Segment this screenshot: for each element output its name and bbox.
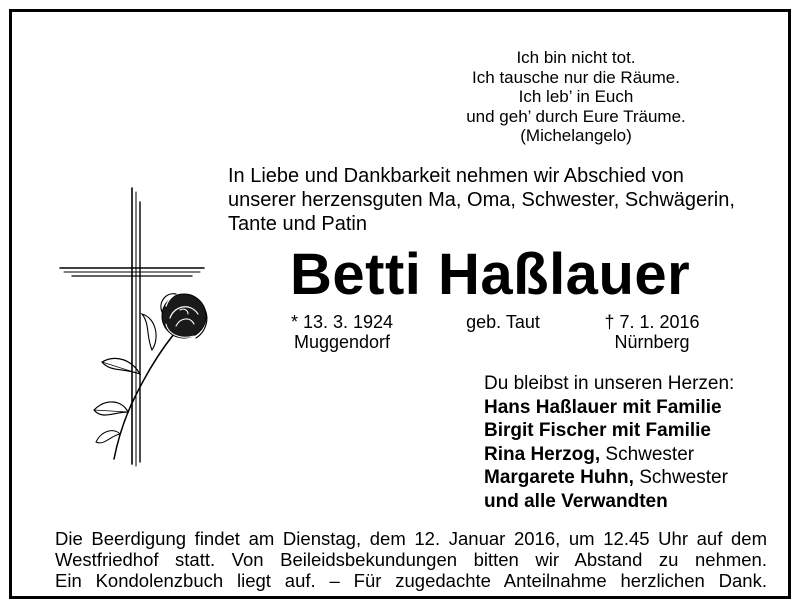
death-place: Nürnberg [614, 332, 690, 352]
footer-line: Die Beerdigung findet am Dienstag, dem 12. Januar 2016, um 12.45 Uhr auf dem [55, 528, 767, 549]
mourner-name: Margarete Huhn, [484, 467, 634, 488]
mourner-name: Hans Haßlauer mit Familie [484, 396, 722, 418]
mourner-name: Rina Herzog, [484, 443, 601, 465]
obituary-notice [9, 9, 791, 599]
birth-info [272, 312, 412, 352]
death-info [582, 312, 722, 352]
footer-line: Ein Kondolenzbuch liegt auf. – Für zugedachte Anteilnahme herzlichen Dank. [55, 570, 767, 591]
maiden-name-info [448, 312, 558, 332]
poem-author: (Michelangelo) [520, 126, 632, 145]
birth-place: Muggendorf [293, 332, 391, 352]
mourners-list [484, 372, 734, 513]
deceased-name: Betti Haßlauer [290, 242, 691, 307]
mourner-name: und alle Verwandten [484, 490, 668, 512]
mourner-entry [484, 443, 734, 467]
mourner-relation: Schwester [639, 467, 728, 488]
intro-line: In Liebe und Dankbarkeit nehmen wir Abschied von [228, 165, 684, 187]
maiden-name: geb. Taut [466, 312, 540, 332]
mourner-entry [484, 466, 734, 490]
mourner-entry [484, 419, 734, 443]
mourner-name: Birgit Fischer mit Familie [484, 420, 711, 441]
poem-line: Ich leb’ in Euch [518, 87, 634, 106]
poem-line: Ich bin nicht tot. [516, 48, 636, 67]
intro-line: Tante und Patin [228, 213, 367, 235]
poem-quote [416, 48, 736, 146]
birth-date: * 13. 3. 1924 [290, 312, 394, 332]
poem-line: und geh’ durch Eure Träume. [466, 106, 686, 126]
intro-line: unserer herzensguten Ma, Oma, Schwester, Schwägerin, [228, 189, 735, 211]
cross-with-rose-icon [54, 184, 224, 474]
mourner-entry [484, 396, 734, 420]
death-date: † 7. 1. 2016 [604, 312, 700, 332]
footer-line: Westfriedhof statt. Von Beileidsbekundungen bitten wir Abstand zu nehmen. [55, 549, 767, 570]
mourner-relation: Schwester [605, 443, 695, 465]
poem-line: Ich tausche nur die Räume. [472, 67, 680, 87]
funeral-details [55, 528, 767, 591]
intro-text [228, 164, 776, 236]
mourners-heading: Du bleibst in unseren Herzen: [484, 373, 735, 394]
mourner-entry [484, 490, 734, 514]
